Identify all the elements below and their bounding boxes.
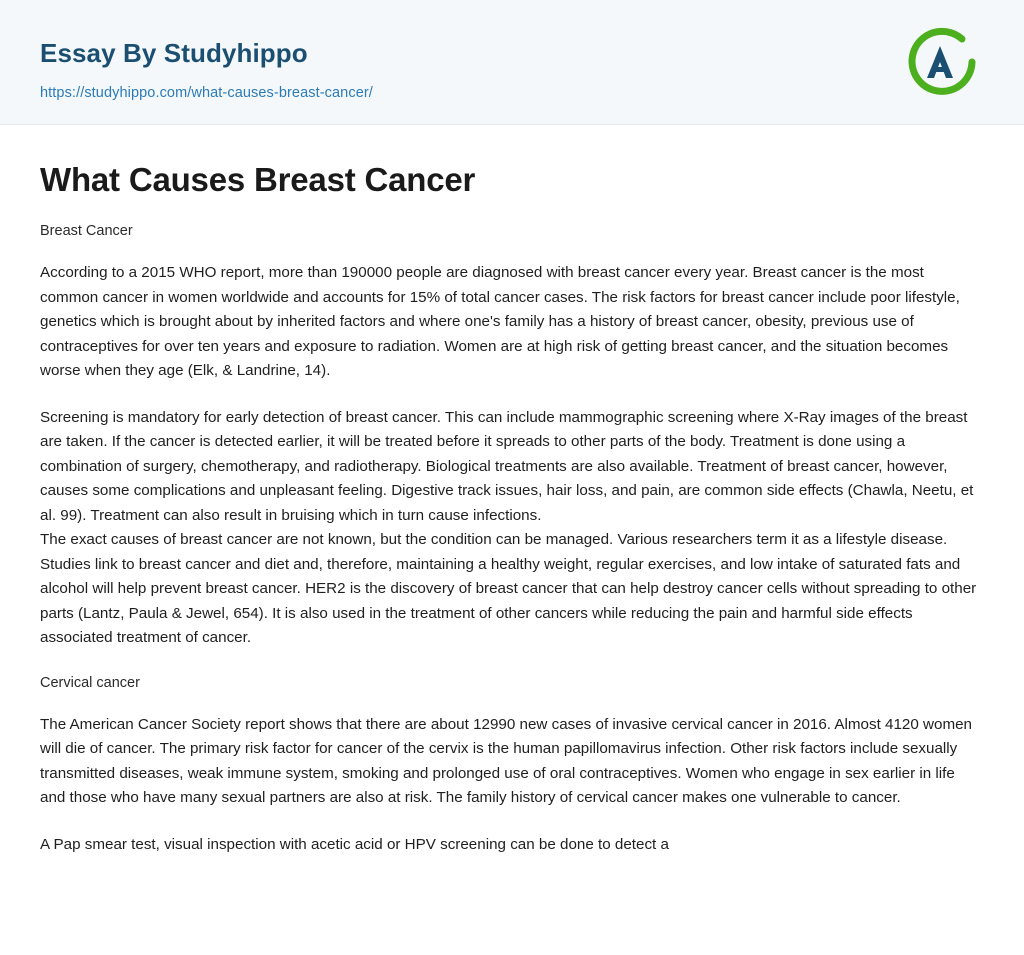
- brand-title: [40, 40, 308, 66]
- page-header: [0, 0, 1024, 125]
- brand-title-text: Essay By Studyhippo: [40, 38, 308, 68]
- section-label-breast-cancer: Breast Cancer: [40, 223, 133, 239]
- section-label-cervical-cancer: Cervical cancer: [40, 674, 140, 691]
- site-url-link[interactable]: https://studyhippo.com/what-causes-breast-cancer/: [40, 85, 373, 101]
- paragraph: A Pap smear test, visual inspection with acetic acid or HPV screening can be done to detect a: [40, 835, 669, 853]
- paragraph: According to a 2015 WHO report, more than 190000 people are diagnosed with breast cancer every year. Breast cancer is the most common cancer in women worldwide and accounts for 15% of total cancer cases. The risk factors for breast cancer include poor lifestyle, genetics which is brought about by inherited factors and where one's family has a history of breast cancer, obesity, previous use of contraceptives for over ten years and exposure to radiation. Women are at high risk of getting breast cancer, and the situation becomes worse when they age (Elk, & Landrine, 14).: [40, 264, 960, 379]
- paragraph: The American Cancer Society report shows that there are about 12990 new cases of invasive cervical cancer in 2016. Almost 4120 women will die of cancer. The primary risk factor for cancer of the cervix is the human papillomavirus infection. Other risk factors include sexually transmitted diseases, weak immune system, smoking and prolonged use of oral contraceptives. Women who engage in sex earlier in life and those who have many sexual partners are also at risk. The family history of cervical cancer makes one vulnerable to cancer.: [40, 715, 972, 806]
- page-title: What Causes Breast Cancer: [40, 161, 476, 198]
- studyhippo-logo-icon: [900, 22, 980, 102]
- paragraph: The exact causes of breast cancer are not known, but the condition can be managed. Various researchers term it as a lifestyle disease. Studies link to breast cancer and diet and, therefore, maintaining a healthy weight, regular exercises, and low intake of saturated fats and alcohol will help prevent breast cancer. HER2 is the discovery of breast cancer that can help destroy cancer cells without spreading to other parts (Lantz, Paula & Jewel, 654). It is also used in the treatment of other cancers while reducing the pain and harmful side effects associated treatment of cancer.: [40, 531, 977, 646]
- paragraph: Screening is mandatory for early detection of breast cancer. This can include mammographic screening where X-Ray images of the breast are taken. If the cancer is detected earlier, it will be treated before it spreads to other parts of the body. Treatment is done using a combination of surgery, chemotherapy, and radiotherapy. Biological treatments are also available. Treatment of breast cancer, however, causes some complications and unpleasant feeling. Digestive track issues, hair loss, and pain, are common side effects (Chawla, Neetu, et al. 99). Treatment can also result in bruising which in turn cause infections.: [40, 408, 974, 524]
- document-content: [0, 161, 1024, 857]
